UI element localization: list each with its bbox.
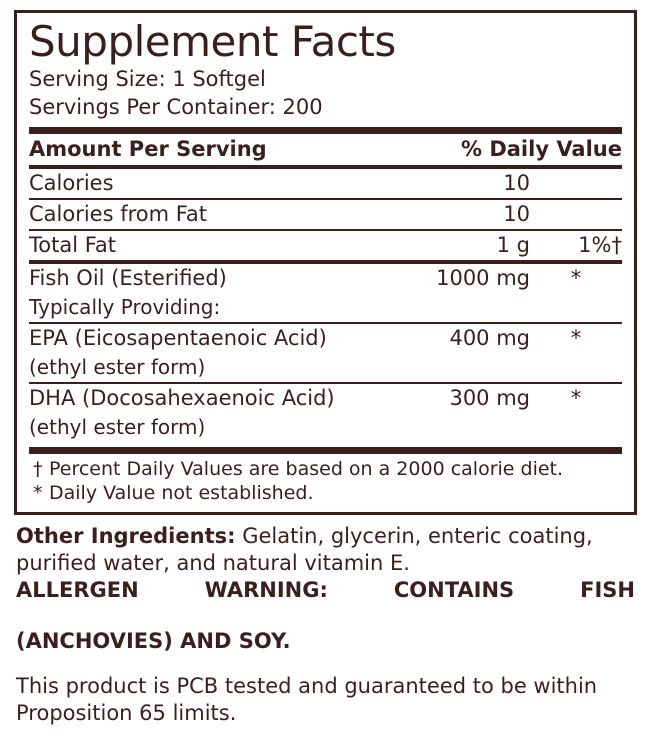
footnote-dagger — [33, 457, 622, 482]
allergen-warning-line-1: ALLERGEN WARNING: CONTAINS FISH — [16, 578, 635, 603]
table-row — [29, 383, 622, 413]
row-amount: 1 g — [451, 230, 530, 260]
header-amount-per-serving: Amount Per Serving — [29, 136, 267, 161]
table-row — [29, 264, 622, 293]
row-amount: 1000 mg — [436, 265, 530, 290]
row-amount — [412, 293, 530, 323]
allergen-warning — [16, 578, 635, 655]
pcb-disclaimer: This product is PCB tested and guaranteed to be within Proposition 65 limits. — [16, 673, 598, 726]
footnote-text: Daily Value not established. — [49, 482, 314, 505]
footnote-symbol: * — [33, 482, 43, 505]
footnote-asterisk — [33, 481, 622, 506]
row-daily-value: 1%† — [530, 230, 622, 260]
supplement-facts-panel — [14, 10, 637, 515]
row-amount: 400 mg — [412, 323, 530, 353]
table-row — [29, 413, 622, 442]
footnote-text: Percent Daily Values are based on a 2000 calorie diet. — [49, 457, 564, 480]
row-daily-value: * — [570, 265, 582, 290]
label-body-text — [14, 515, 637, 727]
row-label: Total Fat — [29, 230, 451, 260]
row-label: Fish Oil (Esterified) — [29, 265, 227, 290]
row-label: Calories — [29, 170, 114, 195]
divider-thick-top — [29, 127, 622, 134]
table-row — [29, 353, 622, 383]
row-label: Typically Providing: — [29, 294, 221, 319]
row-daily-value — [530, 293, 622, 323]
row-daily-value — [530, 353, 622, 383]
panel-title: Supplement Facts — [29, 17, 396, 66]
header-daily-value: % Daily Value — [460, 136, 622, 161]
table-row — [29, 169, 622, 199]
row-amount — [412, 353, 530, 383]
row-label: EPA (Eicosapentaenoic Acid) — [29, 323, 412, 353]
footnotes — [29, 454, 622, 508]
nutrition-rows — [29, 169, 622, 260]
servings-per-container-line: Servings Per Container: 200 — [29, 95, 323, 120]
table-row — [29, 293, 622, 323]
other-ingredients — [16, 523, 635, 576]
divider-thick-bottom — [29, 447, 622, 454]
row-label: (ethyl ester form) — [29, 354, 206, 379]
serving-size-line: Serving Size: 1 Softgel — [29, 67, 266, 92]
nutrition-table — [29, 134, 622, 165]
table-row — [29, 199, 622, 230]
ingredient-rows — [29, 264, 622, 442]
row-daily-value — [530, 199, 622, 230]
row-amount — [412, 413, 530, 442]
row-amount: 10 — [503, 170, 530, 195]
table-header-row — [29, 134, 622, 165]
allergen-warning-line-2: (ANCHOVIES) AND SOY. — [16, 629, 291, 654]
row-amount: 300 mg — [412, 383, 530, 413]
row-label: Calories from Fat — [29, 199, 451, 230]
row-daily-value — [530, 169, 622, 199]
row-daily-value: * — [530, 383, 622, 413]
other-ingredients-text: Gelatin, glycerin, enteric coating, purified water, and natural vitamin E. — [16, 524, 593, 575]
row-daily-value — [530, 413, 622, 442]
other-ingredients-label: Other Ingredients: — [16, 524, 236, 549]
row-label: (ethyl ester form) — [29, 414, 206, 439]
footnote-symbol: † — [33, 457, 43, 480]
table-row — [29, 230, 622, 260]
row-daily-value: * — [530, 323, 622, 353]
row-label: DHA (Docosahexaenoic Acid) — [29, 383, 412, 413]
table-row — [29, 323, 622, 353]
row-amount: 10 — [451, 199, 530, 230]
